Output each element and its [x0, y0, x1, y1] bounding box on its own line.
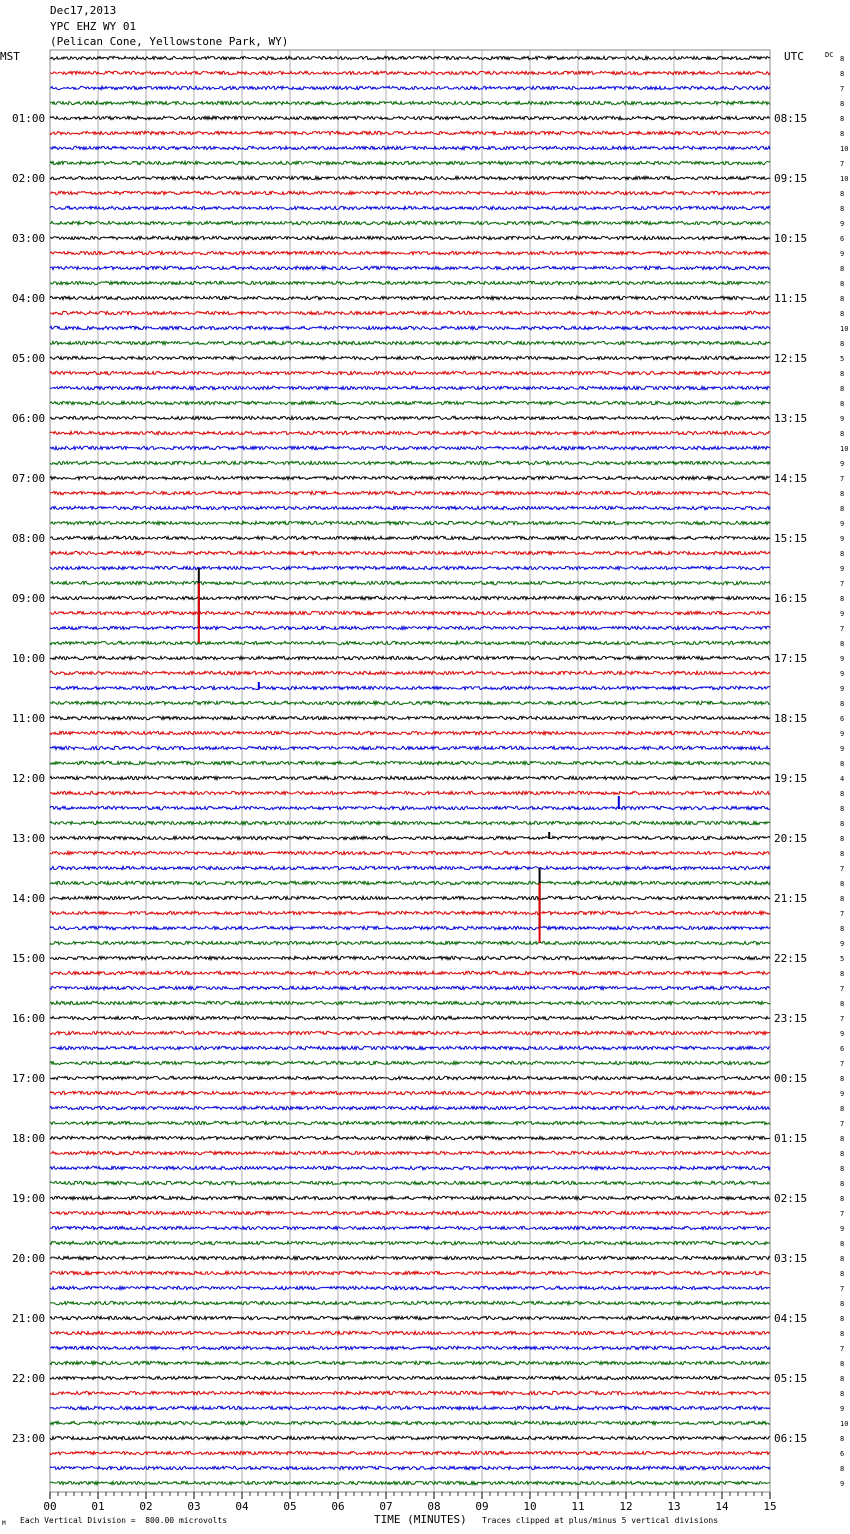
trace-20 [50, 356, 770, 359]
left-hour-label: 08:00 [12, 532, 46, 545]
trace-31 [50, 521, 770, 524]
trace-47 [50, 761, 770, 764]
dc-offset-label: 8 [840, 100, 845, 108]
left-hour-label: 13:00 [12, 832, 46, 845]
trace-82 [50, 1286, 770, 1289]
right-hour-label: 03:15 [774, 1252, 808, 1265]
dc-offset-label: 10 [840, 325, 849, 333]
trace-42 [50, 686, 770, 689]
trace-12 [50, 236, 770, 239]
x-tick-label: 09 [475, 1500, 489, 1513]
dc-offset-label: 9 [840, 220, 845, 228]
dc-offset-label: 9 [840, 1090, 845, 1098]
dc-offset-label: 8 [840, 340, 845, 348]
x-tick-label: 03 [187, 1500, 201, 1513]
dc-offset-label: 10 [840, 145, 849, 153]
dc-offset-label: 9 [840, 745, 845, 753]
right-hour-label: 10:15 [774, 232, 808, 245]
right-hour-label: 01:15 [774, 1132, 808, 1145]
trace-3 [50, 101, 770, 104]
trace-84 [50, 1316, 770, 1319]
right-hour-label: 08:15 [774, 112, 808, 125]
trace-81 [50, 1271, 770, 1274]
trace-88 [50, 1376, 770, 1379]
dc-offset-label: 10 [840, 445, 849, 453]
left-hour-label: 04:00 [12, 292, 46, 305]
trace-11 [50, 221, 770, 224]
dc-offset-label: 9 [840, 670, 845, 678]
trace-90 [50, 1406, 770, 1409]
trace-32 [50, 536, 770, 539]
trace-67 [50, 1061, 770, 1064]
left-hour-label: 16:00 [12, 1012, 46, 1025]
x-tick-label: 14 [715, 1500, 729, 1513]
left-hour-label: 22:00 [12, 1372, 46, 1385]
trace-40 [50, 656, 770, 659]
trace-16 [50, 296, 770, 299]
dc-offset-label: 8 [840, 1000, 845, 1008]
trace-22 [50, 386, 770, 389]
dc-offset-label: 8 [840, 880, 845, 888]
dc-offset-label: 8 [840, 805, 845, 813]
dc-offset-label: 8 [840, 130, 845, 138]
dc-offset-label: 6 [840, 235, 845, 243]
dc-offset-label: 5 [840, 955, 845, 963]
dc-offset-label: 8 [840, 1375, 845, 1383]
trace-91 [50, 1421, 770, 1424]
trace-68 [50, 1076, 770, 1079]
trace-15 [50, 281, 770, 284]
trace-44 [50, 716, 770, 719]
dc-offset-label: 8 [840, 1390, 845, 1398]
dc-offset-label: 8 [840, 490, 845, 498]
trace-0 [50, 56, 770, 59]
trace-73 [50, 1151, 770, 1154]
dc-offset-label: 8 [840, 1330, 845, 1338]
left-hour-label: 20:00 [12, 1252, 46, 1265]
x-tick-label: 04 [235, 1500, 249, 1513]
x-axis [43, 1492, 776, 1513]
dc-offset-label: 8 [840, 505, 845, 513]
clip-note: Traces clipped at plus/minus 5 vertical divisions [482, 1516, 719, 1525]
dc-offset-label: 9 [840, 1405, 845, 1413]
trace-17 [50, 311, 770, 314]
trace-27 [50, 461, 770, 464]
trace-43 [50, 701, 770, 704]
right-hour-label: 22:15 [774, 952, 808, 965]
right-hour-label: 11:15 [774, 292, 808, 305]
x-tick-label: 07 [379, 1500, 393, 1513]
trace-26 [50, 446, 770, 449]
right-hour-label: 23:15 [774, 1012, 808, 1025]
right-hour-label: 02:15 [774, 1192, 808, 1205]
dc-offset-label: 8 [840, 760, 845, 768]
dc-offset-label: 8 [840, 1435, 845, 1443]
dc-offset-label: 8 [840, 1165, 845, 1173]
x-tick-label: 08 [427, 1500, 441, 1513]
dc-offset-label: 7 [840, 1120, 845, 1128]
trace-94 [50, 1466, 770, 1469]
dc-header: DC [825, 51, 834, 59]
dc-offset-label: 8 [840, 640, 845, 648]
trace-85 [50, 1331, 770, 1334]
dc-offset-label: 9 [840, 730, 845, 738]
right-hour-label: 05:15 [774, 1372, 808, 1385]
dc-offset-label: 8 [840, 205, 845, 213]
dc-offset-label: 4 [840, 775, 845, 783]
trace-13 [50, 251, 770, 254]
left-hour-label: 01:00 [12, 112, 46, 125]
left-hour-label: 06:00 [12, 412, 46, 425]
x-tick-label: 01 [91, 1500, 105, 1513]
seismic-traces [50, 56, 770, 1484]
dc-offset-label: 8 [840, 790, 845, 798]
right-hour-label: 15:15 [774, 532, 808, 545]
dc-offset-label: 8 [840, 1105, 845, 1113]
dc-offset-label: 9 [840, 1030, 845, 1038]
trace-70 [50, 1106, 770, 1109]
dc-offset-label: 7 [840, 1345, 845, 1353]
trace-45 [50, 731, 770, 734]
trace-65 [50, 1031, 770, 1034]
left-hour-label: 18:00 [12, 1132, 46, 1145]
dc-offset-label: 8 [840, 1270, 845, 1278]
dc-offset-label: 9 [840, 460, 845, 468]
dc-offset-label: 8 [840, 265, 845, 273]
left-hour-label: 07:00 [12, 472, 46, 485]
dc-offset-label: 9 [840, 1480, 845, 1488]
left-hour-label: 11:00 [12, 712, 46, 725]
trace-83 [50, 1301, 770, 1304]
trace-30 [50, 506, 770, 509]
dc-offset-label: 8 [840, 700, 845, 708]
dc-offset-label: 7 [840, 1015, 845, 1023]
dc-offset-label: 8 [840, 820, 845, 828]
dc-offset-label: 9 [840, 565, 845, 573]
trace-58 [50, 926, 770, 929]
dc-offset-label: 8 [840, 70, 845, 78]
trace-64 [50, 1016, 770, 1019]
right-hour-label: 06:15 [774, 1432, 808, 1445]
trace-80 [50, 1256, 770, 1259]
trace-52 [50, 836, 770, 839]
trace-49 [50, 791, 770, 794]
left-hour-label: 14:00 [12, 892, 46, 905]
dc-offset-label: 8 [840, 190, 845, 198]
trace-95 [50, 1481, 770, 1484]
left-hour-label: 12:00 [12, 772, 46, 785]
dc-offset-label: 7 [840, 580, 845, 588]
right-hour-label: 17:15 [774, 652, 808, 665]
right-hour-label: 09:15 [774, 172, 808, 185]
plot-date: Dec17,2013 [50, 4, 117, 17]
trace-75 [50, 1181, 770, 1184]
dc-offset-label: 8 [840, 1180, 845, 1188]
trace-7 [50, 161, 770, 164]
trace-57 [50, 911, 770, 914]
dc-offset-label: 8 [840, 1315, 845, 1323]
trace-69 [50, 1091, 770, 1094]
trace-25 [50, 431, 770, 434]
trace-41 [50, 671, 770, 674]
right-hour-label: 20:15 [774, 832, 808, 845]
trace-74 [50, 1166, 770, 1169]
left-hour-label: 23:00 [12, 1432, 46, 1445]
trace-53 [50, 851, 770, 854]
left-hour-label: 10:00 [12, 652, 46, 665]
dc-offset-label: 9 [840, 655, 845, 663]
left-hour-label: 02:00 [12, 172, 46, 185]
dc-offset-label: 10 [840, 175, 849, 183]
dc-offset-label: 8 [840, 1360, 845, 1368]
trace-10 [50, 206, 770, 209]
right-hour-label: 13:15 [774, 412, 808, 425]
dc-offset-label: 7 [840, 160, 845, 168]
trace-4 [50, 116, 770, 119]
x-axis-title: TIME (MINUTES) [374, 1513, 467, 1526]
dc-offset-label: 8 [840, 1150, 845, 1158]
trace-66 [50, 1046, 770, 1049]
left-hour-label: 21:00 [12, 1312, 46, 1325]
dc-offset-label: 7 [840, 475, 845, 483]
trace-19 [50, 341, 770, 344]
trace-9 [50, 191, 770, 194]
left-hour-label: 15:00 [12, 952, 46, 965]
left-hour-label: 09:00 [12, 592, 46, 605]
dc-offset-label: 7 [840, 865, 845, 873]
dc-offset-label: 9 [840, 520, 845, 528]
right-hour-label: 12:15 [774, 352, 808, 365]
dc-offset-label: 9 [840, 1225, 845, 1233]
dc-offset-label: 8 [840, 310, 845, 318]
right-hour-label: 19:15 [774, 772, 808, 785]
trace-86 [50, 1346, 770, 1349]
trace-21 [50, 371, 770, 374]
trace-23 [50, 401, 770, 404]
right-hour-label: 04:15 [774, 1312, 808, 1325]
x-tick-label: 10 [523, 1500, 537, 1513]
left-hour-label: 17:00 [12, 1072, 46, 1085]
trace-48 [50, 776, 770, 779]
dc-offset-label: 9 [840, 610, 845, 618]
dc-offset-label: 6 [840, 715, 845, 723]
trace-29 [50, 491, 770, 494]
dc-offset-label: 9 [840, 940, 845, 948]
trace-87 [50, 1361, 770, 1364]
dc-offset-label: 6 [840, 1045, 845, 1053]
x-tick-label: 11 [571, 1500, 585, 1513]
dc-offset-label: 8 [840, 400, 845, 408]
trace-5 [50, 131, 770, 134]
trace-89 [50, 1391, 770, 1394]
trace-77 [50, 1211, 770, 1214]
scale-note: Each Vertical Division = 800.00 microvolts [20, 1516, 228, 1525]
dc-offset-label: 9 [840, 415, 845, 423]
trace-37 [50, 611, 770, 614]
x-tick-label: 05 [283, 1500, 297, 1513]
trace-14 [50, 266, 770, 269]
dc-offset-label: 6 [840, 1450, 845, 1458]
corner-mark: M [2, 1520, 6, 1527]
dc-offset-label: 8 [840, 1075, 845, 1083]
dc-offset-label: 8 [840, 55, 845, 63]
dc-offset-label: 8 [840, 370, 845, 378]
trace-2 [50, 86, 770, 89]
dc-offset-label: 7 [840, 910, 845, 918]
x-tick-label: 13 [667, 1500, 681, 1513]
right-timezone-label: UTC [784, 50, 804, 63]
trace-92 [50, 1436, 770, 1439]
dc-offset-label: 8 [840, 1195, 845, 1203]
trace-18 [50, 326, 770, 329]
x-tick-label: 12 [619, 1500, 633, 1513]
plot-frame [50, 50, 770, 1492]
dc-offset-label: 7 [840, 85, 845, 93]
right-hour-label: 16:15 [774, 592, 808, 605]
trace-51 [50, 821, 770, 824]
trace-24 [50, 416, 770, 419]
trace-56 [50, 896, 770, 899]
right-hour-label: 21:15 [774, 892, 808, 905]
trace-39 [50, 641, 770, 644]
trace-1 [50, 71, 770, 74]
dc-offset-label: 8 [840, 850, 845, 858]
dc-offset-label: 8 [840, 925, 845, 933]
trace-63 [50, 1001, 770, 1004]
dc-offset-label: 8 [840, 1240, 845, 1248]
trace-78 [50, 1226, 770, 1229]
dc-offset-label: 5 [840, 355, 845, 363]
dc-offset-label: 8 [840, 835, 845, 843]
trace-36 [50, 596, 770, 599]
trace-76 [50, 1196, 770, 1199]
dc-offset-label: 8 [840, 1465, 845, 1473]
x-tick-label: 00 [43, 1500, 57, 1513]
dc-offset-label: 7 [840, 1060, 845, 1068]
dc-offset-label: 8 [840, 280, 845, 288]
dc-offset-label: 9 [840, 535, 845, 543]
left-hour-label: 19:00 [12, 1192, 46, 1205]
trace-28 [50, 476, 770, 479]
dc-offset-label: 8 [840, 550, 845, 558]
grid-lines [50, 50, 770, 1492]
left-hour-label: 03:00 [12, 232, 46, 245]
dc-offset-label: 8 [840, 385, 845, 393]
trace-79 [50, 1241, 770, 1244]
dc-offset-label: 8 [840, 430, 845, 438]
trace-33 [50, 551, 770, 554]
dc-offset-label: 7 [840, 1210, 845, 1218]
dc-offset-label: 7 [840, 985, 845, 993]
left-timezone-label: MST [0, 50, 20, 63]
dc-offset-label: 8 [840, 115, 845, 123]
right-hour-label: 00:15 [774, 1072, 808, 1085]
dc-offset-label: 9 [840, 250, 845, 258]
station-location: (Pelican Cone, Yellowstone Park, WY) [50, 35, 289, 48]
left-hour-label: 05:00 [12, 352, 46, 365]
trace-72 [50, 1136, 770, 1139]
dc-offset-label: 10 [840, 1420, 849, 1428]
x-tick-label: 02 [139, 1500, 153, 1513]
right-hour-label: 14:15 [774, 472, 808, 485]
dc-offset-label: 7 [840, 625, 845, 633]
trace-59 [50, 941, 770, 944]
trace-62 [50, 986, 770, 989]
trace-50 [50, 806, 770, 809]
trace-93 [50, 1451, 770, 1454]
dc-offset-label: 9 [840, 685, 845, 693]
dc-offset-label: 8 [840, 1300, 845, 1308]
trace-71 [50, 1121, 770, 1124]
trace-61 [50, 971, 770, 974]
x-tick-label: 06 [331, 1500, 345, 1513]
trace-35 [50, 581, 770, 584]
dc-offset-label: 8 [840, 1135, 845, 1143]
trace-54 [50, 866, 770, 869]
dc-offset-label: 7 [840, 1285, 845, 1293]
dc-offset-label: 8 [840, 1255, 845, 1263]
trace-6 [50, 146, 770, 149]
station-code: YPC EHZ WY 01 [50, 20, 137, 33]
trace-38 [50, 626, 770, 629]
trace-34 [50, 566, 770, 569]
trace-60 [50, 956, 770, 959]
x-tick-label: 15 [763, 1500, 777, 1513]
dc-offset-label: 8 [840, 895, 845, 903]
right-hour-label: 18:15 [774, 712, 808, 725]
dc-offset-label: 8 [840, 595, 845, 603]
trace-8 [50, 176, 770, 179]
dc-offset-label: 8 [840, 295, 845, 303]
dc-offset-label: 8 [840, 970, 845, 978]
trace-46 [50, 746, 770, 749]
trace-55 [50, 881, 770, 884]
